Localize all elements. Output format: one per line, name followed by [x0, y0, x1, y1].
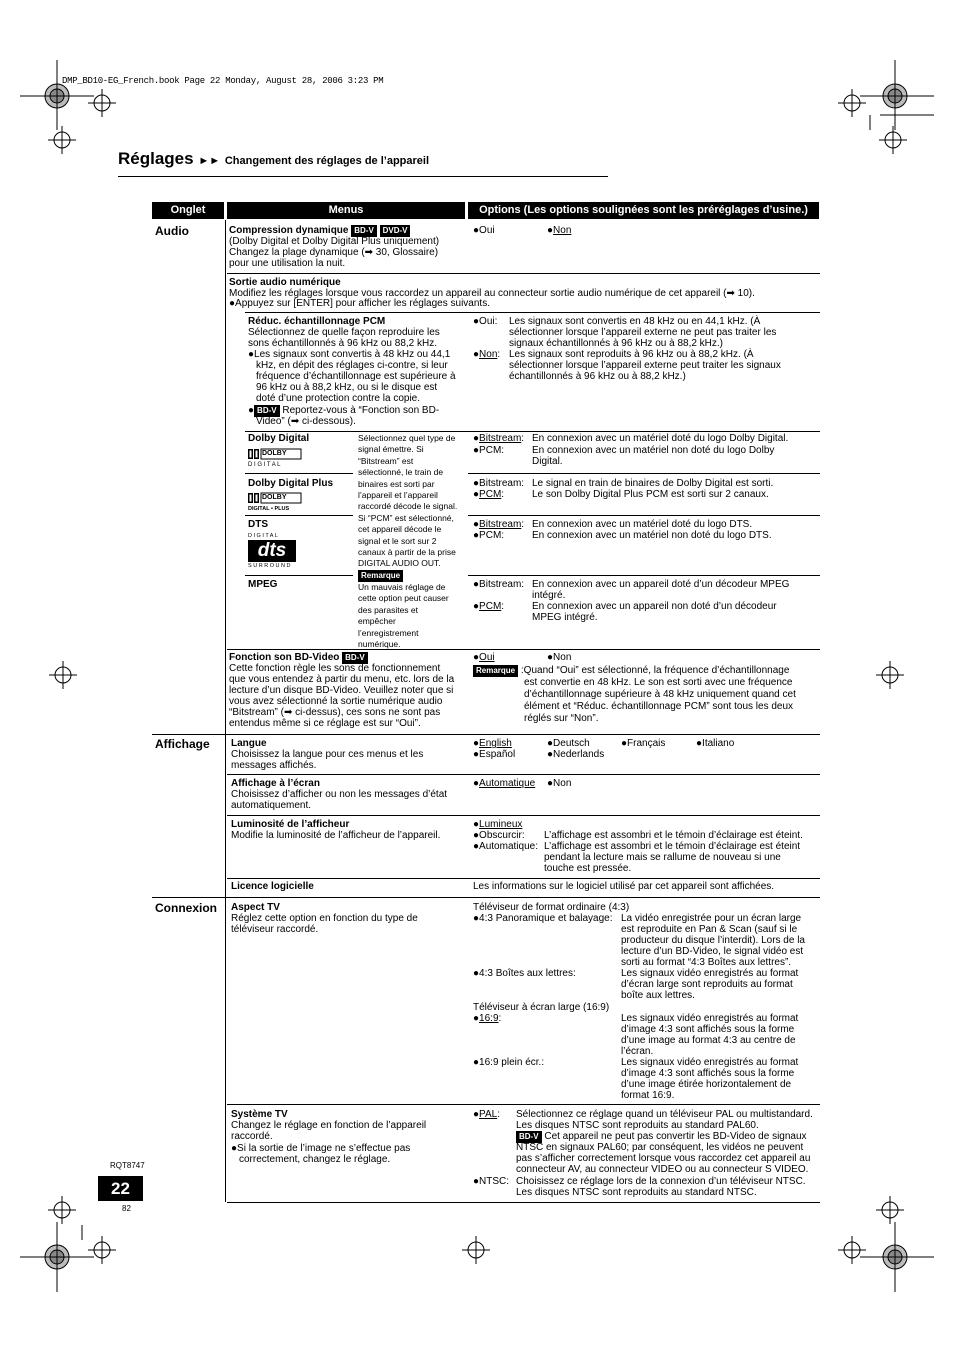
- row-divider: [468, 515, 820, 516]
- page-title-main: Réglages: [118, 149, 194, 168]
- pcm-bullet-1-l5: doté d’une protection contre la copie.: [256, 393, 420, 404]
- row-divider: [227, 774, 820, 775]
- pcm-bullet-2-l2: Video” (➡ ci-dessous).: [256, 416, 356, 427]
- row-divider: [227, 273, 820, 274]
- dolby-digital-label: Dolby Digital: [248, 433, 310, 444]
- mpeg-bitstream-val-1: En connexion avec un appareil doté d’un décodeur MPEG: [532, 579, 790, 590]
- bdvideo-desc-6: entendus même si ce réglage est sur “Oui”.: [229, 718, 421, 729]
- ecran-desc-1: Choisissez d’afficher ou non les messages d’état: [231, 789, 448, 800]
- row-divider: [245, 431, 820, 432]
- dts-pcm-key: ●PCM:: [473, 530, 505, 541]
- row-divider: [227, 649, 820, 650]
- pcm-oui-2: sélectionner lorsque l’appareil externe ne peut pas traiter les: [509, 327, 777, 338]
- ddp-pcm-key: ●PCM:: [473, 489, 505, 500]
- dts-pcm-val: En connexion avec un matériel non doté du logo DTS.: [532, 530, 772, 541]
- lang-espanol: ●Español: [473, 749, 516, 760]
- pal-val-2: Les disques NTSC sont reproduits au standard PAL60.: [516, 1120, 759, 1131]
- option-non: ●Non: [547, 225, 572, 236]
- bdvideo-non: ●Non: [547, 652, 572, 663]
- row-divider: [245, 515, 353, 516]
- ddp-bitstream-val: Le signal en train de binaires de Dolby Digital est sorti.: [532, 478, 774, 489]
- ddp-pcm-val: Le son Dolby Digital Plus PCM est sorti sur 2 canaux.: [532, 489, 769, 500]
- langue-desc-1: Choisissez la langue pour ces menus et les: [231, 749, 424, 760]
- bdvideo-remark-2: est convertie en 48 kHz. Le son est sorti avec une fréquence: [524, 677, 793, 688]
- licence-desc: Les informations sur le logiciel utilisé par cet appareil sont affichées.: [473, 881, 775, 892]
- title-rule: [118, 176, 608, 177]
- systeme-bullet-1: ●Si la sortie de l’image ne s’effectue pas: [231, 1143, 411, 1154]
- mpeg-pcm-val-2: MPEG intégré.: [532, 612, 598, 623]
- dts-logo: D I G I T A L dts S U R R O U N D: [248, 533, 300, 571]
- licence-title: Licence logicielle: [231, 881, 314, 892]
- tab-connexion: Connexion: [155, 901, 217, 915]
- col-header-options: Options (Les options soulignées sont les préréglages d’usine.): [468, 202, 819, 219]
- lang-italiano: ●Italiano: [696, 738, 735, 749]
- pcm-bullet-1-l3: fréquence d’échantillonnage est supérieure à: [256, 371, 456, 382]
- pcm-desc-2: sons échantillonnés à 96 kHz ou 88,2 kHz.: [248, 338, 437, 349]
- pal-val-1: Sélectionnez ce réglage quand un téléviseur PAL ou multistandard.: [516, 1109, 813, 1120]
- compression-desc-1: (Dolby Digital et Dolby Digital Plus uniquement): [229, 236, 440, 247]
- lum-auto-val-2: pendant la lecture mais se rallume de nouveau si une: [544, 852, 781, 863]
- dd-bitstream-key: ●Bitstream:: [473, 433, 525, 444]
- ntsc-key: ●NTSC:: [473, 1176, 510, 1187]
- pcm-desc-1: Sélectionnez de quelle façon reproduire les: [248, 327, 440, 338]
- title-arrows: ►►: [198, 155, 221, 167]
- section-divider: [152, 734, 820, 735]
- dts-label: DTS: [248, 519, 268, 530]
- ddp-bitstream-key: ●Bitstream:: [473, 478, 525, 489]
- aspect-pan-key: ●4:3 Panoramique et balayage:: [473, 913, 613, 924]
- sortie-title: Sortie audio numérique: [229, 277, 341, 288]
- ntsc-val-1: Choisissez ce réglage lors de la connexion d’un téléviseur NTSC.: [516, 1176, 806, 1187]
- bdvideo-remark-3: d’échantillonnage supérieure à 48 kHz uniquement quand cet: [524, 689, 796, 700]
- systeme-desc-1: Changez le réglage en fonction de l’appareil: [231, 1120, 427, 1131]
- bdvideo-remark-1: Remarque :Quand “Oui” est sélectionné, la fréquence d’échantillonnage: [473, 665, 789, 677]
- aspect-std-head: Téléviseur de format ordinaire (4:3): [473, 902, 630, 913]
- pcm-bullet-1: ●Les signaux sont convertis à 48 kHz ou 44,1: [248, 349, 451, 360]
- ecran-non: ●Non: [547, 778, 572, 789]
- column-divider: [225, 220, 226, 1202]
- mpeg-bitstream-key: ●Bitstream:: [473, 579, 525, 590]
- pcm-non-1: Les signaux sont reproduits à 96 kHz ou à 88,2 kHz. (À: [509, 349, 754, 360]
- dd-pcm-val-2: Digital.: [532, 456, 563, 467]
- pcm-title: Réduc. échantillonnage PCM: [248, 316, 386, 327]
- lum-auto-val-3: touche est pressée.: [544, 863, 632, 874]
- aspect-lb-key: ●4:3 Boîtes aux lettres:: [473, 968, 576, 979]
- page-number: 22: [98, 1176, 143, 1201]
- compression-desc-2: Changez la plage dynamique (➡ 30, Glossaire): [229, 247, 439, 258]
- bdvideo-desc-2: que vous entendez à partir du menu, etc. lors de la: [229, 674, 455, 685]
- langue-desc-2: messages affichés.: [231, 760, 317, 771]
- dd-bitstream-val: En connexion avec un matériel doté du logo Dolby Digital.: [532, 433, 789, 444]
- bdvideo-menu: Fonction son BD-Video BD-V: [229, 652, 368, 664]
- aspect-desc-2: téléviseur raccordé.: [231, 924, 319, 935]
- lang-deutsch: ●Deutsch: [547, 738, 590, 749]
- pcm-non-2: sélectionner lorsque l’appareil externe peut traiter les signaux: [509, 360, 781, 371]
- lum-obscurcir-key: ●Obscurcir:: [473, 830, 525, 841]
- lum-auto-key: ●Automatique:: [473, 841, 538, 852]
- pal-val-6: connecteur AV, au connecteur VIDEO ou au connecteur S VIDEO.: [516, 1164, 809, 1175]
- ecran-title: Affichage à l’écran: [231, 778, 320, 789]
- lum-obscurcir-val: L’affichage est assombri et le témoin d’éclairage est éteint.: [544, 830, 803, 841]
- aspect-lb-val: Les signaux vidéo enregistrés au format d’écran large sont reproduits au format boîte aux lettres.: [621, 968, 799, 1001]
- row-divider: [468, 575, 820, 576]
- sortie-desc-2: ●Appuyez sur [ENTER] pour afficher les réglages suivants.: [229, 298, 490, 309]
- mpeg-pcm-key: ●PCM:: [473, 601, 505, 612]
- page-title: [118, 149, 429, 169]
- bdvideo-remark-5: réglés sur “Non”.: [524, 713, 599, 724]
- row-divider: [245, 575, 353, 576]
- bdvideo-desc-5: “Bitstream” (➡ ci-dessus), ces sons ne sont pas: [229, 707, 441, 718]
- option-oui: ●Oui: [473, 225, 495, 236]
- bdvideo-desc-4: vous avez sélectionné la sortie numérique audio: [229, 696, 443, 707]
- lum-title: Luminosité de l’afficheur: [231, 819, 350, 830]
- dolby-digital-plus-label: Dolby Digital Plus: [248, 478, 334, 489]
- row-divider: [227, 1104, 820, 1105]
- ntsc-val-2: Les disques NTSC sont reproduits au standard NTSC.: [516, 1187, 757, 1198]
- pcm-bullet-2: ● BD-V Reportez-vous à “Fonction son BD-: [248, 405, 440, 416]
- dvdv-tag: DVD-V: [380, 225, 411, 237]
- section-divider: [152, 897, 820, 898]
- mpeg-label: MPEG: [248, 579, 278, 590]
- pal-key: ●PAL:: [473, 1109, 500, 1120]
- lang-english: ●English: [473, 738, 512, 749]
- aspect-wide-val: Les signaux vidéo enregistrés au format d’image 4:3 sont affichés sous la forme d’une image au format 4:3 au centre de l’écran.: [621, 1013, 799, 1057]
- bdvideo-desc-1: Cette fonction règle les sons de fonctionnement: [229, 663, 441, 674]
- lum-lumineux: ●Lumineux: [473, 819, 523, 830]
- dd-pcm-val-1: En connexion avec un matériel non doté du logo Dolby: [532, 445, 775, 456]
- dolby-digital-plus-logo: DOLBY DIGITAL • PLUS: [248, 492, 304, 519]
- sortie-desc-1: Modifiez les réglages lorsque vous raccordez un appareil au connecteur sortie audio numérique de cet appareil (➡ 10).: [229, 288, 755, 299]
- col-header-menus: Menus: [227, 202, 465, 219]
- doc-code: RQT8747: [110, 1161, 145, 1170]
- ecran-desc-2: automatiquement.: [231, 800, 312, 811]
- tab-audio: Audio: [155, 224, 189, 238]
- pal-val-5: pas s’afficher correctement lorsque vous raccordez cet appareil au: [516, 1153, 811, 1164]
- bdvideo-desc-3: lecture d’un disque BD-Video. Veuillez noter que si: [229, 685, 454, 696]
- row-divider: [227, 878, 820, 879]
- lang-francais: ●Français: [621, 738, 666, 749]
- lum-auto-val-1: L’affichage est assombri et le témoin d’éclairage est éteint: [544, 841, 801, 852]
- page-subtitle: Changement des réglages de l’appareil: [224, 155, 430, 167]
- bdv-tag: BD-V: [351, 225, 377, 237]
- row-divider: [468, 473, 820, 474]
- aspect-pan-val: La vidéo enregistrée pour un écran large est reproduite en Pan & Scan (sauf si le producteur du disque l’interdit). Lors de la lecture d’un BD-Video, le signal vidéo est sorti au format “4:3 Boîtes aux lettres”.: [621, 913, 805, 968]
- ecran-auto: ●Automatique: [473, 778, 536, 789]
- pal-val-3: BD-V Cet appareil ne peut pas convertir les BD-Video de signaux: [516, 1131, 807, 1143]
- systeme-title: Système TV: [231, 1109, 288, 1120]
- dd-pcm-key: ●PCM:: [473, 445, 505, 456]
- systeme-desc-2: raccordé.: [231, 1131, 273, 1142]
- file-header: DMP_BD10-EG_French.book Page 22 Monday, August 28, 2006 3:23 PM: [62, 76, 384, 86]
- pcm-oui-3: signaux échantillonnés à 96 kHz ou à 88,2 kHz.): [509, 338, 724, 349]
- mpeg-pcm-val-1: En connexion avec un appareil non doté d’un décodeur: [532, 601, 777, 612]
- langue-title: Langue: [231, 738, 267, 749]
- mpeg-bitstream-val-2: intégré.: [532, 590, 566, 601]
- bdvideo-oui: ●Oui: [473, 652, 495, 663]
- aspect-wide-head: Téléviseur à écran large (16:9): [473, 1002, 610, 1013]
- page-number-small: 82: [122, 1204, 131, 1213]
- dolby-digital-logo: DOLBY D I G I T A L: [248, 448, 304, 475]
- row-divider: [245, 473, 353, 474]
- remarque-tag: Remarque: [358, 570, 403, 582]
- pcm-bullet-1-l4: 96 kHz ou à 88,2 kHz, ou si le disque est: [256, 382, 438, 393]
- row-divider: [227, 815, 820, 816]
- aspect-full-key: ●16:9 plein écr.:: [473, 1057, 545, 1068]
- aspect-title: Aspect TV: [231, 902, 280, 913]
- aspect-desc-1: Réglez cette option en fonction du type de: [231, 913, 418, 924]
- row-divider: [245, 312, 820, 313]
- lum-desc: Modifie la luminosité de l’afficheur de l’appareil.: [231, 830, 441, 841]
- col-header-onglet: Onglet: [152, 202, 224, 219]
- compression-desc-3: pour une utilisation la nuit.: [229, 258, 346, 269]
- dts-bitstream-val: En connexion avec un matériel doté du logo DTS.: [532, 519, 753, 530]
- pal-val-4: NTSC en signaux PAL60; par conséquent, les vidéos ne peuvent: [516, 1142, 804, 1153]
- pcm-bullet-1-l2: kHz, en dépit des réglages ci-contre, si leur: [256, 360, 448, 371]
- dts-bitstream-key: ●Bitstream:: [473, 519, 525, 530]
- aspect-full-val: Les signaux vidéo enregistrés au format d’image 4:3 sont affichés sous la forme d’une image étirée horizontalement de format 16:9.: [621, 1057, 799, 1101]
- systeme-bullet-2: correctement, changez le réglage.: [239, 1154, 391, 1165]
- format-note: Sélectionnez quel type de signal émettre. Si “Bitstream” est sélectionné, le train de binaires est sorti par l’appareil et l’appareil raccordé décode le signal. Si “PCM” est sélectionné, cet appareil décode le signal et le sort sur 2 canaux à partir de la prise DIGITAL AUDIO OUT. Remarque Un mauvais réglage de cette option peut causer des parasites et empêcher l’enregistrement numérique.: [358, 433, 458, 649]
- aspect-wide-key: ●16:9:: [473, 1013, 502, 1024]
- pcm-non-3: échantillonnés à 96 kHz ou à 88,2 kHz.): [509, 371, 686, 382]
- tab-affichage: Affichage: [155, 737, 210, 751]
- bdvideo-remark-4: élément et “Réduc. échantillonnage PCM” sont tous les deux: [524, 701, 794, 712]
- pcm-oui-1: Les signaux sont convertis en 48 kHz ou en 44,1 kHz. (À: [509, 316, 761, 327]
- compression-title: Compression dynamique: [229, 225, 349, 236]
- table-bottom-rule: [227, 1202, 820, 1203]
- pcm-non-key: ●Non:: [473, 349, 501, 360]
- lang-nederlands: ●Nederlands: [547, 749, 605, 760]
- pcm-oui-key: ●Oui:: [473, 316, 498, 327]
